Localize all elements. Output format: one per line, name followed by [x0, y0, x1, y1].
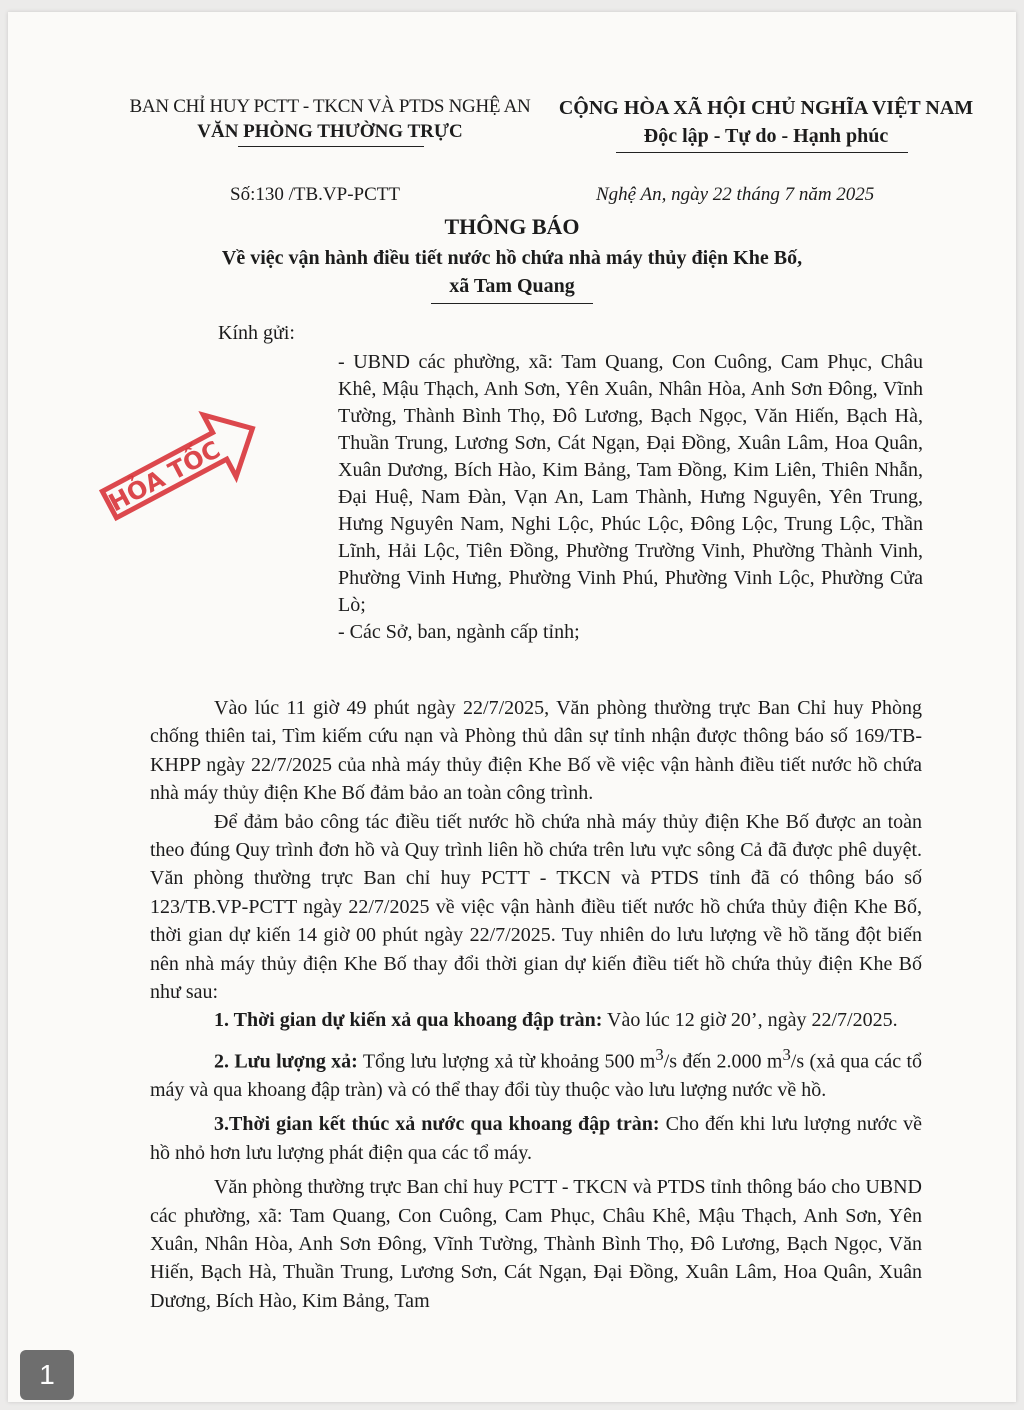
item-2: [150, 1041, 922, 1104]
issuer-underline: [238, 146, 424, 147]
item-2-text-a: Tổng lưu lượng xả từ khoảng 500 m: [357, 1050, 656, 1073]
issuer-org: BAN CHỈ HUY PCTT - TKCN VÀ PTDS NGHỆ AN: [129, 96, 531, 117]
document-number: Số:130 /TB.VP-PCTT: [230, 184, 400, 205]
paragraph-2: Để đảm bảo công tác điều tiết nước hồ chứa nhà máy thủy điện Khe Bố được an toàn theo đúng Quy trình đơn hồ và Quy trình liên hồ chứa trên lưu vực sông Cả đã được phê duyệt. Văn phòng thường trực Ban chỉ huy PCTT - TKCN và PTDS tỉnh đã có thông báo số 123/TB.VP-PCTT ngày 22/7/2025 về việc vận hành điều tiết nước hồ chứa thủy điện Khe Bố, thời gian dự kiến 14 giờ 00 phút ngày 22/7/2025. Tuy nhiên do lưu lượng về hồ tăng đột biến nên nhà máy thủy điện Khe Bố thay đổi thời gian dự kiến điều tiết hồ chứa thủy điện Khe Bố như sau:: [150, 810, 922, 1004]
greeting: Kính gửi:: [218, 322, 295, 344]
issuer-header: [120, 94, 540, 144]
paragraph-final: Văn phòng thường trực Ban chỉ huy PCTT - TKCN và PTDS tỉnh thông báo cho UBND các phường, xã: Tam Quang, Con Cuông, Cam Phục, Châu Khê, Mậu Thạch, Anh Sơn, Yên Xuân, Nhân Hòa, Anh Sơn Đông, Vĩnh Tường, Thành Bình Thọ, Đô Lương, Bạch Ngọc, Văn Hiến, Bạch Hà, Thuần Trung, Lương Sơn, Cát Ngạn, Đại Đồng, Xuân Lâm, Hoa Quân, Xuân Dương, Bích Hào, Kim Bảng, Tam: [150, 1176, 922, 1312]
document-body: [150, 694, 922, 1315]
issuer-office: VĂN PHÒNG THƯỜNG TRỰC: [197, 121, 463, 142]
paragraph-1: Vào lúc 11 giờ 49 phút ngày 22/7/2025, Văn phòng thường trực Ban Chỉ huy Phòng chống thiên tai, Tìm kiếm cứu nạn và Phòng thủ dân sự tỉnh nhận được thông báo số 169/TB-KHPP ngày 22/7/2025 của nhà máy thủy điện Khe Bố về việc vận hành điều tiết nước hồ chứa nhà máy thủy điện Khe Bố đảm bảo an toàn công trình.: [150, 697, 922, 805]
national-header: [546, 94, 986, 150]
item-2-label: 2. Lưu lượng xả:: [214, 1050, 358, 1073]
nation-title: CỘNG HÒA XÃ HỘI CHỦ NGHĨA VIỆT NAM: [558, 97, 974, 119]
stamp-text: HỎA TỐC: [104, 435, 225, 518]
unit-superscript: 3: [655, 1044, 664, 1064]
urgent-stamp: [90, 392, 270, 542]
item-3-text: Cho đến khi lưu lượng nước về hồ nhỏ hơn lưu lượng phát điện qua các tổ máy.: [150, 1113, 922, 1164]
item-3-label: 3.Thời gian kết thúc xả nước qua khoang đập tràn:: [214, 1113, 660, 1136]
item-3: [150, 1110, 922, 1167]
item-1-label: 1. Thời gian dự kiến xả qua khoang đập tràn:: [214, 1009, 603, 1032]
item-1-text: Vào lúc 12 giờ 20’, ngày 22/7/2025.: [602, 1009, 898, 1032]
recipient-item: - Các Sở, ban, ngành cấp tỉnh;: [338, 621, 580, 643]
unit-superscript: 3: [782, 1044, 791, 1064]
subtitle-underline: [431, 303, 593, 304]
national-motto: Độc lập - Tự do - Hạnh phúc: [643, 125, 889, 147]
motto-underline: [616, 152, 908, 153]
subtitle-line-2: xã Tam Quang: [449, 275, 575, 297]
item-1: [150, 1006, 922, 1034]
page-number-badge[interactable]: 1: [20, 1350, 74, 1400]
recipient-list: [338, 349, 923, 646]
subtitle-line-1: Về việc vận hành điều tiết nước hồ chứa nhà máy thủy điện Khe Bố,: [221, 247, 803, 269]
place-date: Nghệ An, ngày 22 tháng 7 năm 2025: [596, 184, 875, 205]
item-2-text-b: /s đến 2.000 m: [663, 1050, 783, 1073]
document-page: [8, 12, 1016, 1402]
recipient-item: - UBND các phường, xã: Tam Quang, Con Cuông, Cam Phục, Châu Khê, Mậu Thạch, Anh Sơn, Yên Xuân, Nhân Hòa, Anh Sơn Đông, Vĩnh Tường, Thành Bình Thọ, Đô Lương, Bạch Ngọc, Văn Hiến, Bạch Hà, Thuần Trung, Lương Sơn, Cát Ngạn, Đại Đồng, Xuân Lâm, Hoa Quân, Xuân Dương, Bích Hào, Kim Bảng, Tam Đồng, Kim Liên, Thiên Nhẫn, Đại Huệ, Nam Đàn, Vạn An, Lam Thành, Hưng Nguyên, Yên Trung, Hưng Nguyên Nam, Nghi Lộc, Phúc Lộc, Đông Lộc, Trung Lộc, Thần Lĩnh, Hải Lộc, Tiên Đồng, Phường Trường Vinh, Phường Thành Vinh, Phường Vinh Hưng, Phường Vinh Phú, Phường Vinh Lộc, Phường Cửa Lò;: [338, 351, 923, 616]
item-2-text-c: /s (xả qua các tổ máy và qua khoang đập tràn) và có thể thay đổi tùy thuộc vào lưu lượng nước về hồ.: [150, 1050, 923, 1101]
document-title: THÔNG BÁO: [444, 214, 580, 239]
document-subtitle: [8, 244, 1016, 304]
